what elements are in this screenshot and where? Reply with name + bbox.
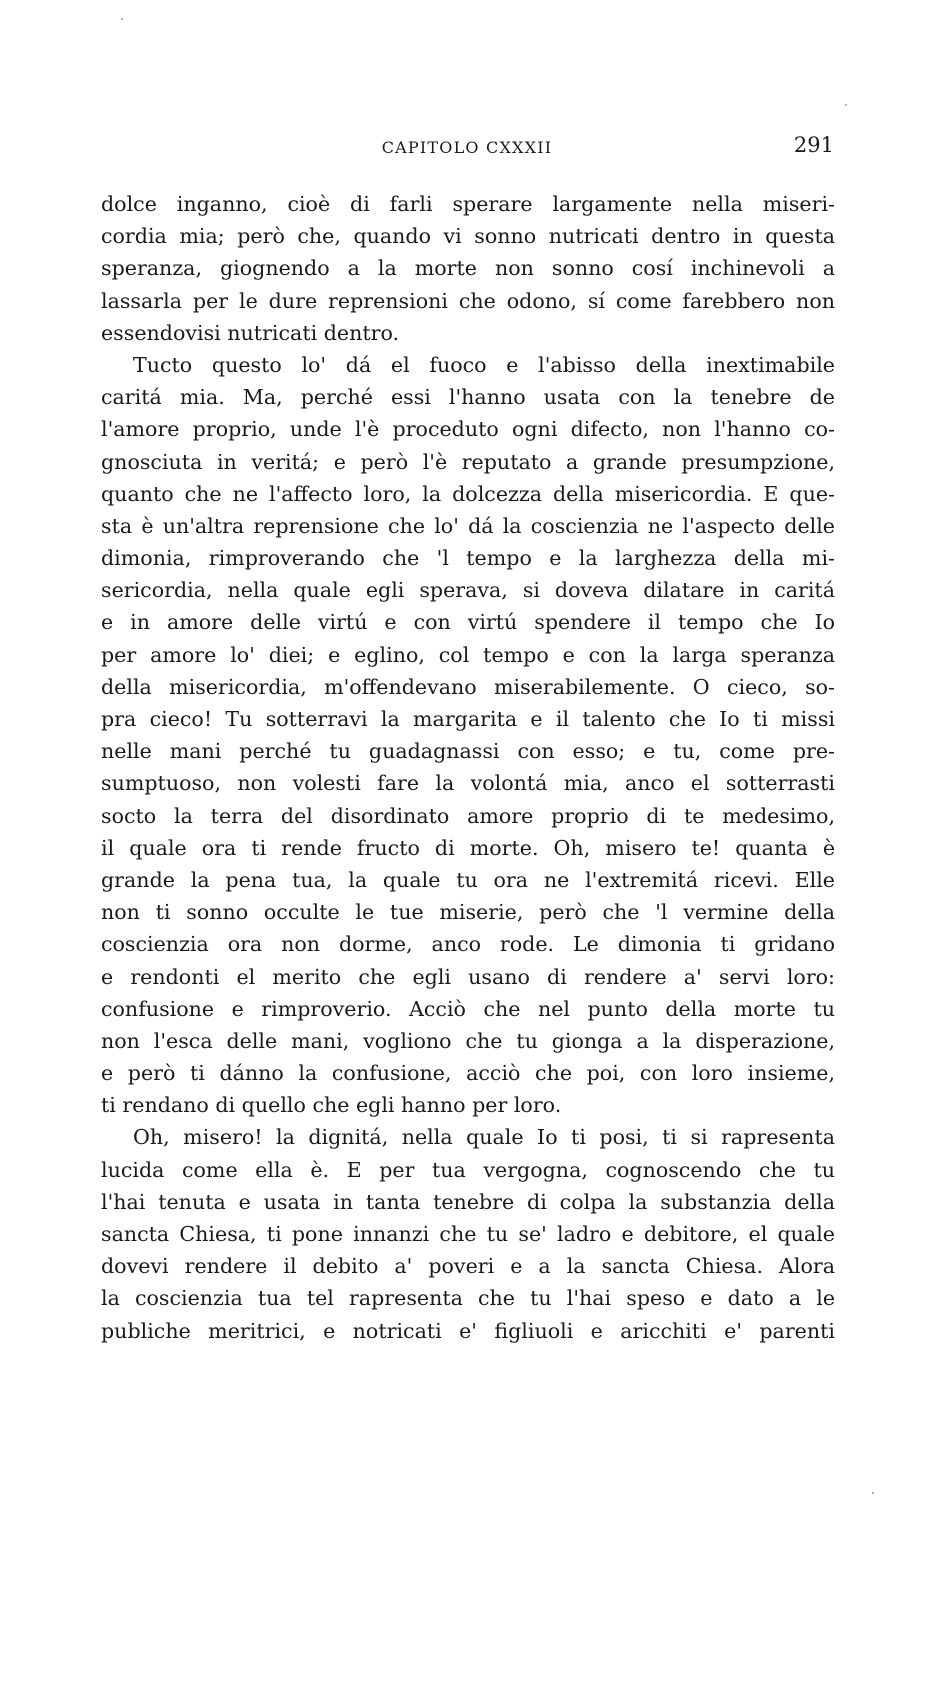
scan-speck bbox=[121, 18, 123, 20]
text-line: lassarla per le dure reprensioni che odono, sí come farebbero non bbox=[101, 288, 835, 313]
text-line: grande la pena tua, la quale tu ora ne l'extremitá ricevi. Elle bbox=[101, 867, 835, 892]
text-line: per amore lo' diei; e eglino, col tempo e con la larga speranza bbox=[101, 642, 835, 667]
scan-speck bbox=[872, 1492, 874, 1494]
text-line: dovevi rendere il debito a' poveri e a la sancta Chiesa. Alora bbox=[101, 1254, 835, 1279]
text-line: sta è un'altra reprensione che lo' dá la coscienzia ne l'aspecto delle bbox=[101, 513, 835, 538]
text-line: essendovisi nutricati dentro. bbox=[101, 320, 400, 345]
text-line: il quale ora ti rende fructo di morte. Oh, misero te! quanta è bbox=[101, 835, 835, 860]
text-line: l'hai tenuta e usata in tanta tenebre di colpa la substanzia della bbox=[101, 1189, 835, 1214]
text-line: l'amore proprio, unde l'è proceduto ogni difecto, non l'hanno co- bbox=[101, 417, 835, 442]
text-line: non ti sonno occulte le tue miserie, però che 'l vermine della bbox=[101, 900, 835, 925]
text-line: e in amore delle virtú e con virtú spendere il tempo che Io bbox=[101, 610, 835, 635]
text-line: ti rendano di quello che egli hanno per loro. bbox=[101, 1093, 562, 1118]
text-line: nelle mani perché tu guadagnassi con esso; e tu, come pre- bbox=[101, 739, 835, 764]
scan-speck bbox=[845, 104, 847, 106]
text-line: della misericordia, m'offendevano miserabilemente. O cieco, so- bbox=[101, 674, 835, 699]
text-line: cordia mia; però che, quando vi sonno nutricati dentro in questa bbox=[101, 224, 835, 249]
page-number: 291 bbox=[793, 133, 834, 157]
text-line: lucida come ella è. E per tua vergogna, cognoscendo che tu bbox=[101, 1157, 835, 1182]
text-line: gnosciuta in veritá; e però l'è reputato a grande presumpzione, bbox=[101, 449, 835, 474]
running-head bbox=[100, 133, 834, 163]
text-line: dimonia, rimproverando che 'l tempo e la larghezza della mi- bbox=[101, 546, 835, 571]
text-line: sancta Chiesa, ti pone innanzi che tu se' ladro e debitore, el quale bbox=[101, 1222, 835, 1246]
paragraph-start-line: Tucto questo lo' dá el fuoco e l'abisso della inextimabile bbox=[133, 352, 835, 377]
text-line: pra cieco! Tu sotterravi la margarita e il talento che Io ti missi bbox=[101, 707, 835, 731]
text-line: confusione e rimproverio. Acciò che nel punto della morte tu bbox=[101, 996, 835, 1021]
text-line: la coscienzia tua tel rapresenta che tu l'hai speso e dato a le bbox=[101, 1286, 835, 1311]
text-line: quanto che ne l'affecto loro, la dolcezza della misericordia. E que- bbox=[101, 481, 835, 506]
text-line: dolce inganno, cioè di farli sperare largamente nella miseri- bbox=[101, 192, 835, 216]
text-line: e rendonti el merito che egli usano di rendere a' servi loro: bbox=[101, 964, 835, 989]
body-text bbox=[101, 188, 835, 1347]
paragraph-start-line: Oh, misero! la dignitá, nella quale Io ti posi, ti si rapresenta bbox=[133, 1125, 835, 1150]
text-line: non l'esca delle mani, vogliono che tu gionga a la disperazione, bbox=[101, 1028, 835, 1053]
text-line: caritá mia. Ma, perché essi l'hanno usata con la tenebre de bbox=[101, 385, 835, 410]
text-line: publiche meritrici, e notricati e' figliuoli e aricchiti e' parenti bbox=[101, 1318, 835, 1343]
text-line: coscienzia ora non dorme, anco rode. Le dimonia ti gridano bbox=[101, 932, 835, 957]
text-line: e però ti dánno la confusione, acciò che poi, con loro insieme, bbox=[101, 1061, 835, 1086]
text-line: speranza, giognendo a la morte non sonno cosí inchinevoli a bbox=[101, 256, 835, 281]
text-line: socto la terra del disordinato amore proprio di te medesimo, bbox=[101, 803, 835, 828]
text-line: sumptuoso, non volesti fare la volontá mia, anco el sotterrasti bbox=[101, 771, 835, 796]
chapter-title: CAPITOLO CXXXII bbox=[381, 138, 553, 157]
text-line: sericordia, nella quale egli sperava, si doveva dilatare in caritá bbox=[101, 578, 835, 603]
